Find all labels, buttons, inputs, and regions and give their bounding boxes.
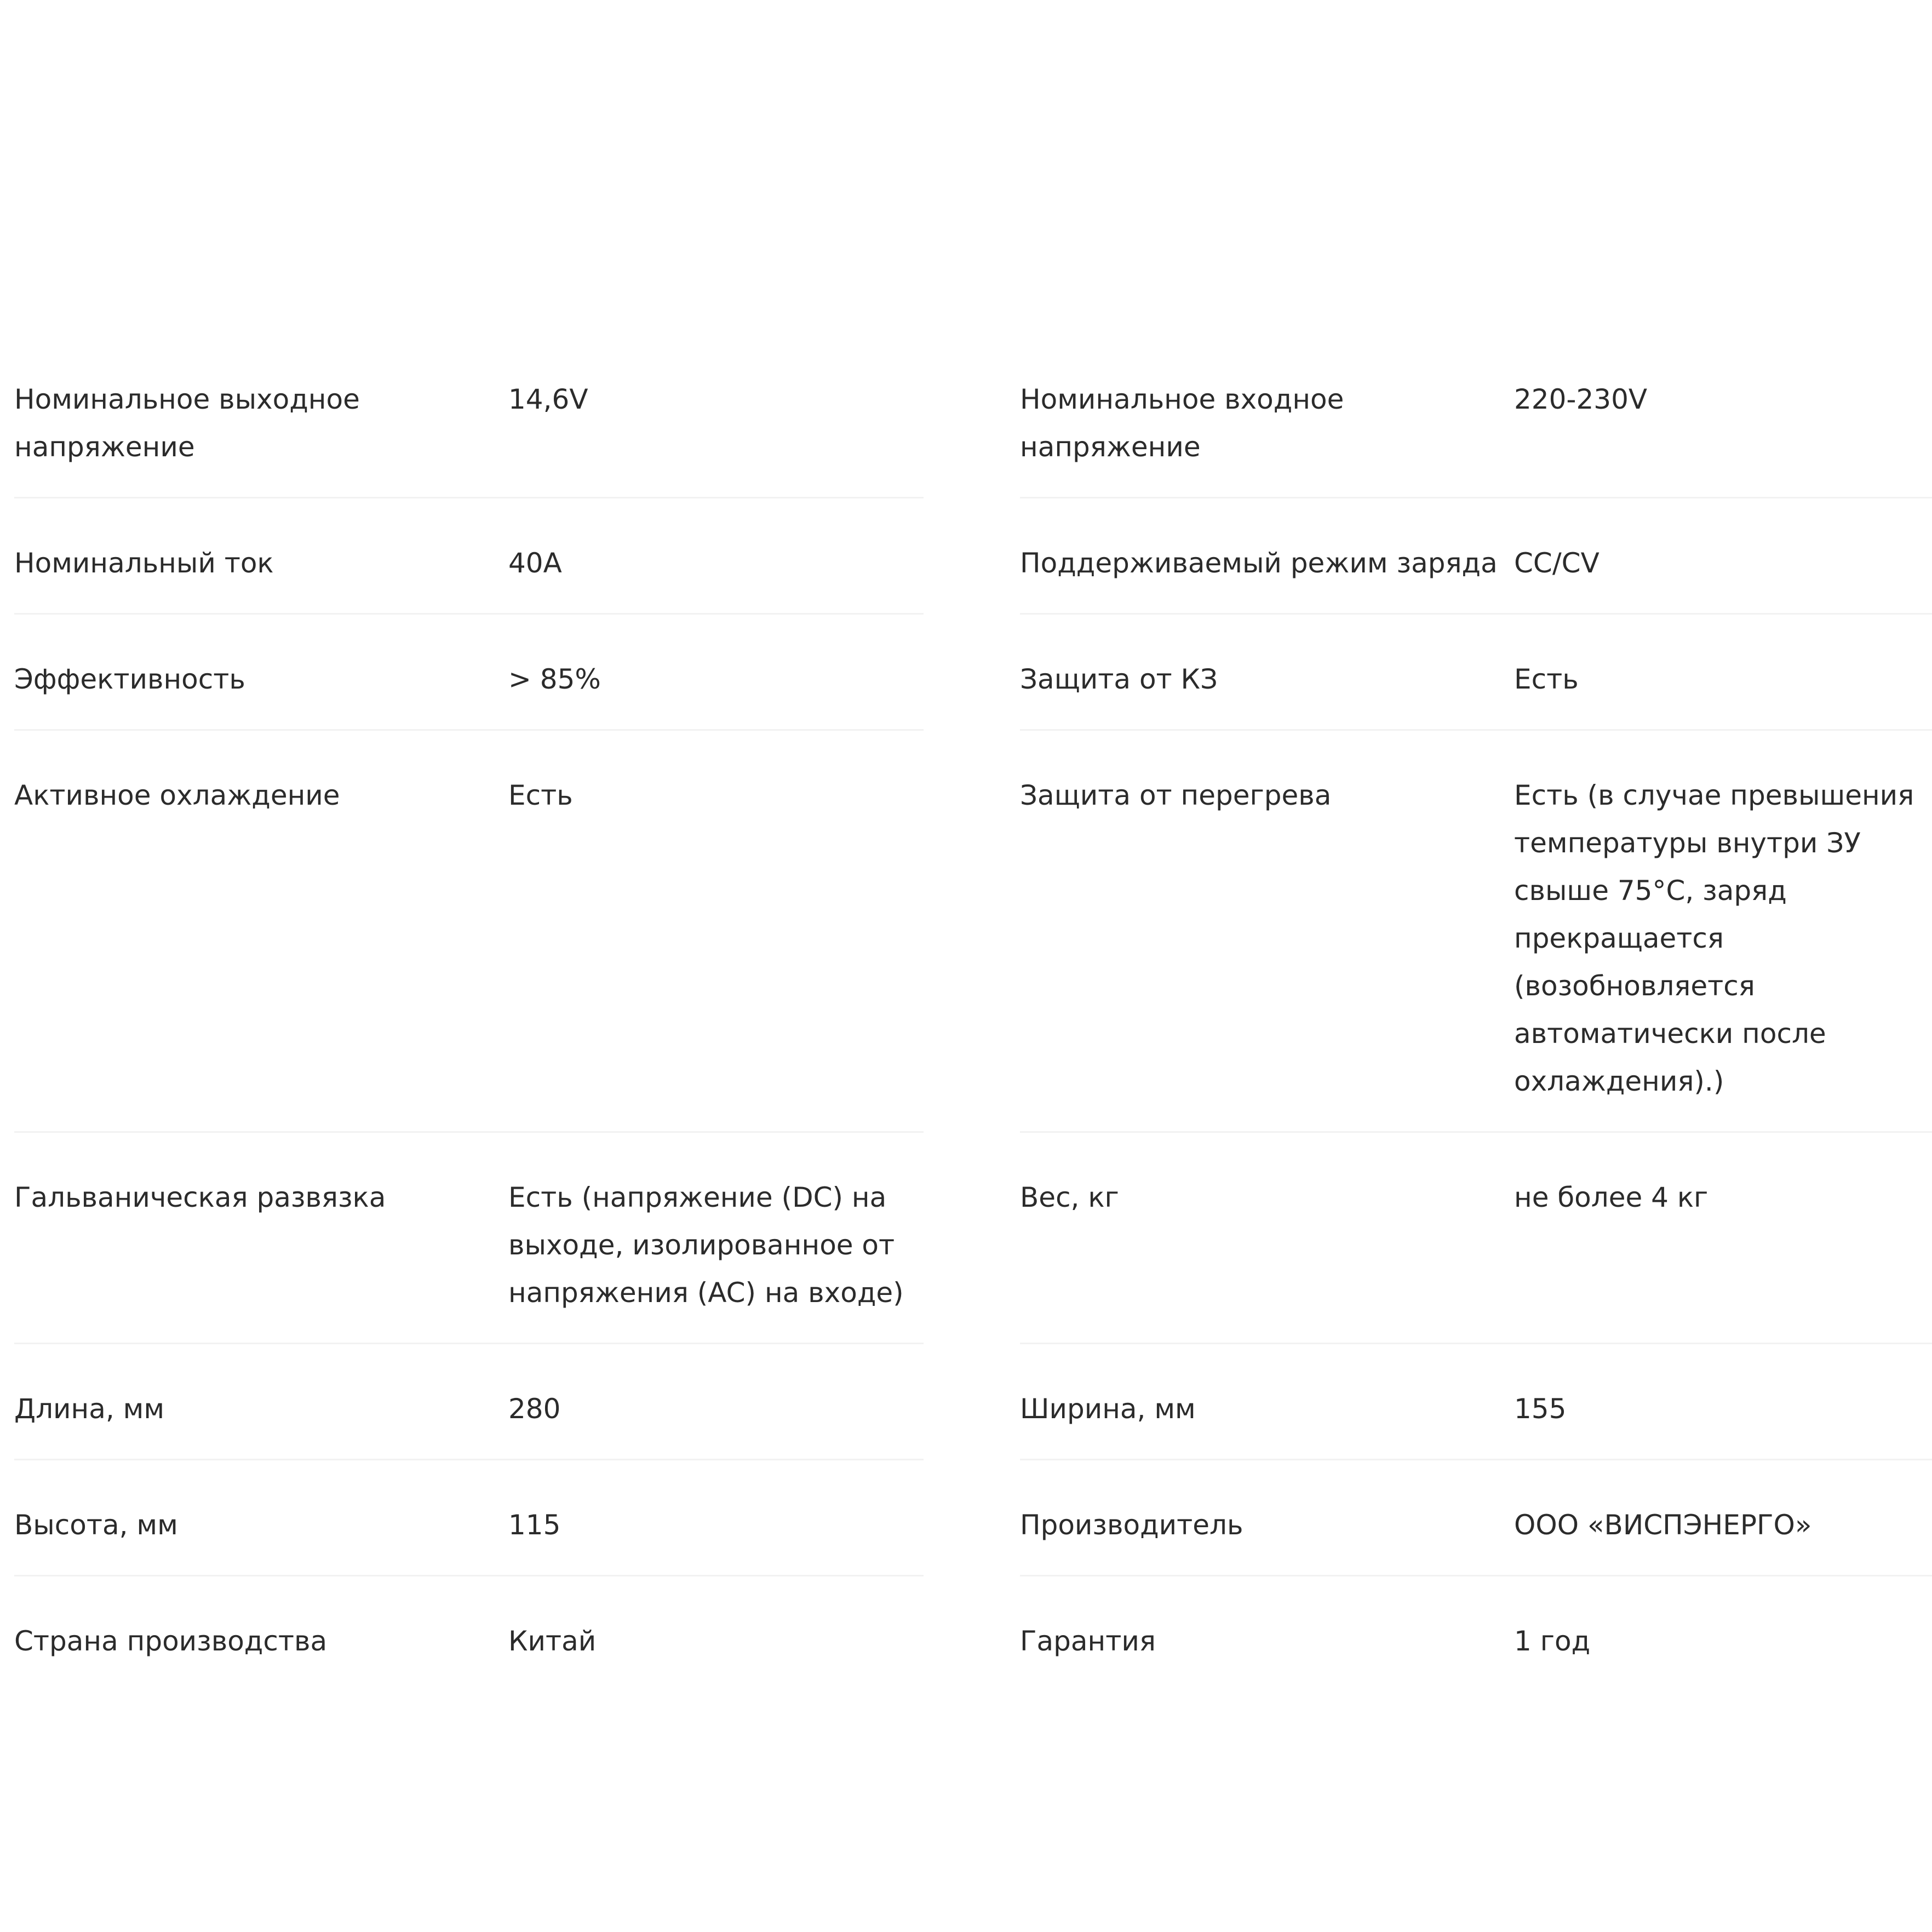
spec-value: 1 год [1514,1625,1591,1657]
spec-value: 14,6V [508,383,588,415]
spec-value: Есть (в случае превышения температуры внутри ЗУ свыше 75°С, заряд прекращается (возобновляется автоматически после охлаждения).) [1514,779,1914,1097]
spec-label: Длина, мм [14,1393,165,1425]
spec-row [14,656,1932,731]
spec-label: Номинальное выходное напряжение [14,383,360,463]
spec-row [14,376,1932,498]
spec-label: Страна производства [14,1625,328,1657]
spec-row [14,1385,1932,1460]
spec-row [14,1174,1932,1344]
spec-value: 280 [508,1393,561,1425]
spec-value: 155 [1514,1393,1567,1425]
spec-value: Есть [1514,663,1579,695]
spec-value: 40А [508,547,562,579]
spec-value: ООО «ВИСПЭНЕРГО» [1514,1509,1812,1541]
spec-label: Номинальный ток [14,547,274,579]
spec-label: Номинальное входное напряжение [1020,383,1344,463]
spec-row [14,1501,1932,1576]
specs-table [14,376,1932,1734]
spec-value: CC/CV [1514,547,1600,579]
spec-label: Защита от перегрева [1020,779,1332,811]
spec-label: Ширина, мм [1020,1393,1196,1425]
spec-value: Есть (напряжение (DC) на выходе, изолированное от напряжения (AC) на входе) [508,1182,904,1309]
spec-label: Защита от КЗ [1020,663,1218,695]
spec-label: Гарантия [1020,1625,1156,1657]
spec-row [14,540,1932,615]
spec-label: Поддерживаемый режим заряда [1020,547,1498,579]
spec-label: Эффективность [14,663,245,695]
spec-value: > 85% [508,663,601,695]
spec-label: Гальваническая развязка [14,1182,386,1213]
spec-value: 115 [508,1509,561,1541]
spec-label: Высота, мм [14,1509,178,1541]
spec-value: 220-230V [1514,383,1648,415]
spec-label: Производитель [1020,1509,1243,1541]
spec-value: Китай [508,1625,597,1657]
spec-row [14,1618,1932,1693]
spec-value: не более 4 кг [1514,1182,1709,1213]
spec-label: Вес, кг [1020,1182,1119,1213]
spec-row [14,772,1932,1133]
spec-value: Есть [508,779,573,811]
spec-label: Активное охлаждение [14,779,340,811]
